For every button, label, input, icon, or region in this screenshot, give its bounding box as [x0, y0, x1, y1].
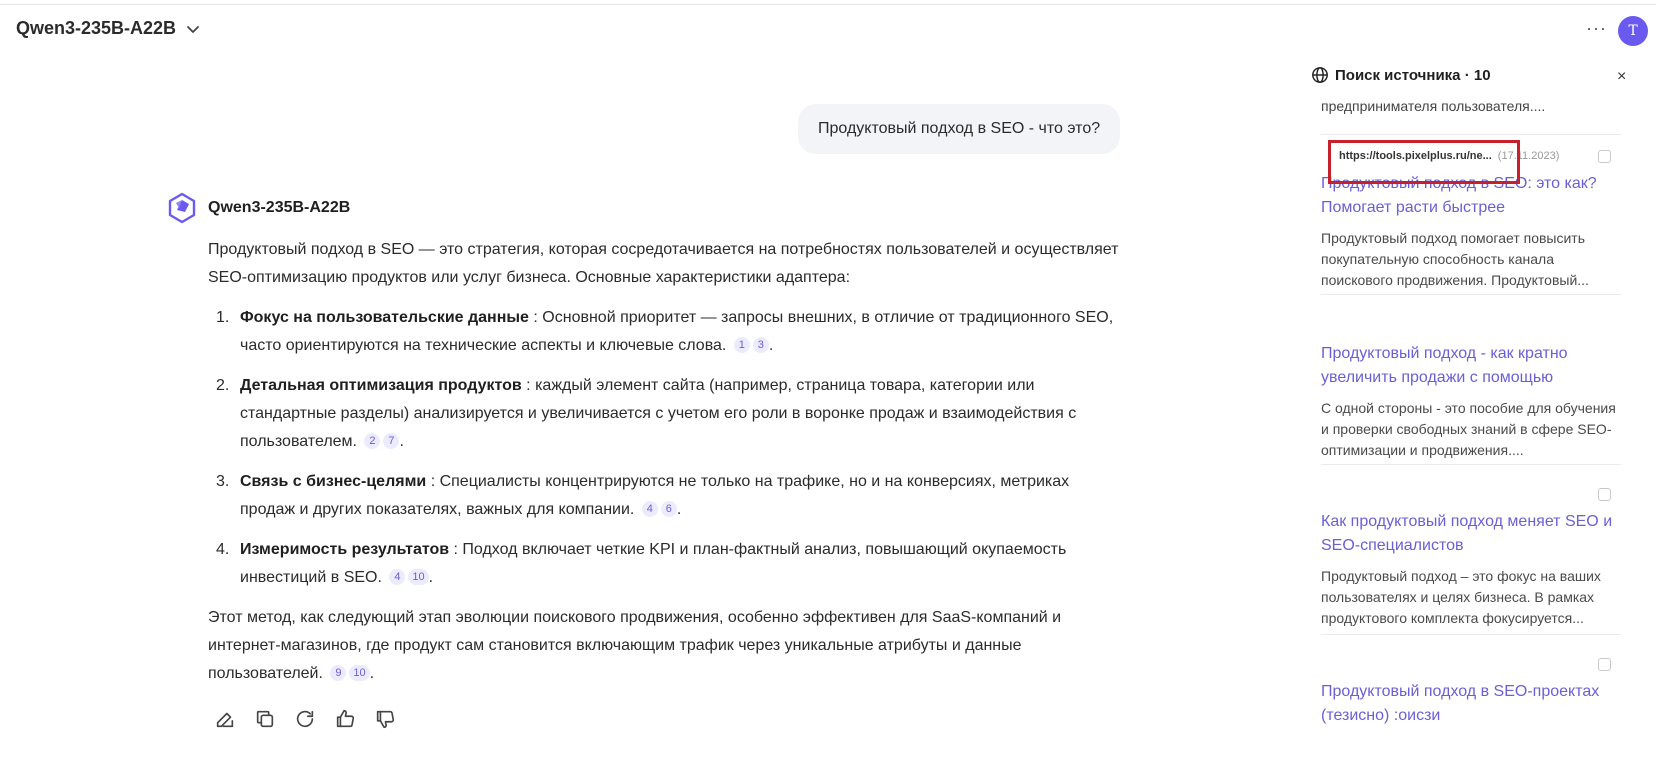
answer-outro	[208, 604, 1128, 688]
source-snippet: Продуктовый подход помогает повысить покупательную способность канала поискового продвижения. Продуктовый...	[1321, 230, 1589, 288]
source-url[interactable]: https://tools.pixelplus.ru/ne...	[1339, 150, 1492, 162]
avatar[interactable]: T	[1618, 16, 1648, 46]
item-title: Измеримость результатов	[240, 541, 450, 558]
list-item	[208, 304, 1128, 360]
citation-badge[interactable]: 9	[330, 665, 346, 681]
list-number: 4.	[216, 541, 230, 558]
citation-badge[interactable]: 7	[383, 433, 399, 449]
thumbs-down-icon	[374, 708, 396, 730]
list-number: 2.	[216, 377, 230, 394]
divider	[1321, 294, 1621, 295]
period: .	[768, 337, 774, 354]
citation-badge[interactable]: 10	[349, 665, 369, 681]
item-text: : каждый элемент сайта (например, страница товара, категории или стандартные разделы) анализируется и увеличивается с учетом его роли в воронке продаж и взаимодействия с пользователем.	[240, 377, 1077, 450]
model-name: Qwen3-235B-A22B	[16, 18, 177, 38]
more-options-button[interactable]: ···	[1586, 18, 1607, 38]
period: .	[399, 433, 404, 450]
source-checkbox[interactable]	[1598, 658, 1611, 671]
list-item	[208, 468, 1128, 524]
assistant-answer	[208, 236, 1128, 700]
answer-intro: Продуктовый подход в SEO — это стратегия, которая сосредотачивается на потребностях пользователей и осуществляет SEO-оптимизацию продуктов или услуг бизнеса. Основные характеристики адаптера:	[208, 241, 1119, 286]
message-actions	[214, 708, 396, 730]
citation-badge[interactable]: 10	[408, 569, 428, 585]
globe-icon	[1311, 66, 1329, 84]
edit-icon	[214, 708, 236, 730]
source-checkbox[interactable]	[1598, 488, 1611, 501]
sources-header	[1311, 66, 1491, 84]
citation-badge[interactable]: 4	[642, 501, 658, 517]
sources-panel	[1301, 58, 1641, 774]
list-number: 1.	[216, 309, 230, 326]
edit-button[interactable]	[214, 708, 236, 730]
divider	[1321, 634, 1621, 635]
item-text: : Основной приоритет — запросы внешних, в отличие от традиционного SEO, часто ориентируются на технические аспекты и ключевые слова.	[240, 309, 1114, 354]
model-selector[interactable]	[16, 18, 200, 39]
period: .	[428, 569, 434, 586]
copy-button[interactable]	[254, 708, 276, 730]
source-title[interactable]: Продуктовый подход в SEO-проектах (тезисно) :оисзи	[1321, 683, 1600, 724]
regenerate-button[interactable]	[294, 708, 316, 730]
outro-text: Этот метод, как следующий этап эволюции поискового продвижения, особенно эффективен для SaaS-компаний и интернет-магазинов, где продукт сам становится включающим трафик через уникальные атрибуты и данные пользователей.	[208, 609, 1062, 682]
source-card[interactable]	[1321, 654, 1621, 728]
source-meta	[1321, 316, 1621, 336]
list-item	[208, 536, 1128, 592]
previous-source-snippet: предпринимателя пользователя....	[1321, 98, 1546, 114]
answer-list	[208, 304, 1128, 592]
item-title: Фокус на пользовательские данные	[240, 309, 529, 326]
source-meta	[1321, 484, 1621, 504]
item-text: : Специалисты концентрируются не только на трафике, но и на конверсиях, метриках продаж и других показателях, важных для компании.	[240, 473, 1070, 518]
copy-icon	[254, 708, 276, 730]
regenerate-icon	[294, 708, 316, 730]
highlight-annotation	[1328, 140, 1520, 184]
item-title: Детальная оптимизация продуктов	[240, 377, 522, 394]
divider	[1321, 464, 1621, 465]
sources-title: Поиск источника · 10	[1335, 66, 1491, 84]
dislike-button[interactable]	[374, 708, 396, 730]
list-number: 3.	[216, 473, 230, 490]
assistant-name: Qwen3-235B-A22B	[208, 199, 351, 216]
source-title[interactable]: Как продуктовый подход меняет SEO и SEO-специалистов	[1321, 513, 1613, 554]
citation-badge[interactable]: 6	[661, 501, 677, 517]
citation-badge[interactable]: 4	[389, 569, 405, 585]
top-border	[0, 4, 1656, 5]
source-title[interactable]: Продуктовый подход - как кратно увеличить продажи с помощью	[1321, 345, 1568, 386]
chevron-down-icon	[186, 22, 200, 36]
period: .	[369, 665, 375, 682]
item-text: : Подход включает четкие KPI и план-фактный анализ, повышающий окупаемость инвестиций в SEO.	[240, 541, 1067, 586]
source-card[interactable]	[1321, 484, 1621, 629]
like-button[interactable]	[334, 708, 356, 730]
close-panel-button[interactable]: ×	[1617, 68, 1627, 85]
thumbs-up-icon	[334, 708, 356, 730]
period: .	[676, 501, 682, 518]
item-title: Связь с бизнес-целями	[240, 473, 427, 490]
divider	[1321, 134, 1621, 135]
source-checkbox[interactable]	[1598, 150, 1611, 163]
source-card[interactable]	[1321, 316, 1621, 461]
source-date: (17.11.2023)	[1497, 150, 1560, 162]
source-snippet: С одной стороны - это пособие для обучения и проверки свободных знаний в сфере SEO-оптимизации и продвижения....	[1321, 400, 1616, 458]
citation-badge[interactable]: 2	[364, 433, 380, 449]
citation-badge[interactable]: 3	[753, 337, 769, 353]
user-message: Продуктовый подход в SEO - что это?	[798, 104, 1120, 154]
citation-badge[interactable]: 1	[734, 337, 750, 353]
source-title[interactable]: Продуктовый подход в SEO: это как? Помогает расти быстрее	[1321, 175, 1597, 216]
list-item	[208, 372, 1128, 456]
source-snippet: Продуктовый подход – это фокус на ваших пользователях и целях бизнеса. В рамках продуктового комплекта фокусируется...	[1321, 568, 1601, 626]
source-meta	[1321, 654, 1621, 674]
qwen-logo-icon	[166, 192, 198, 224]
